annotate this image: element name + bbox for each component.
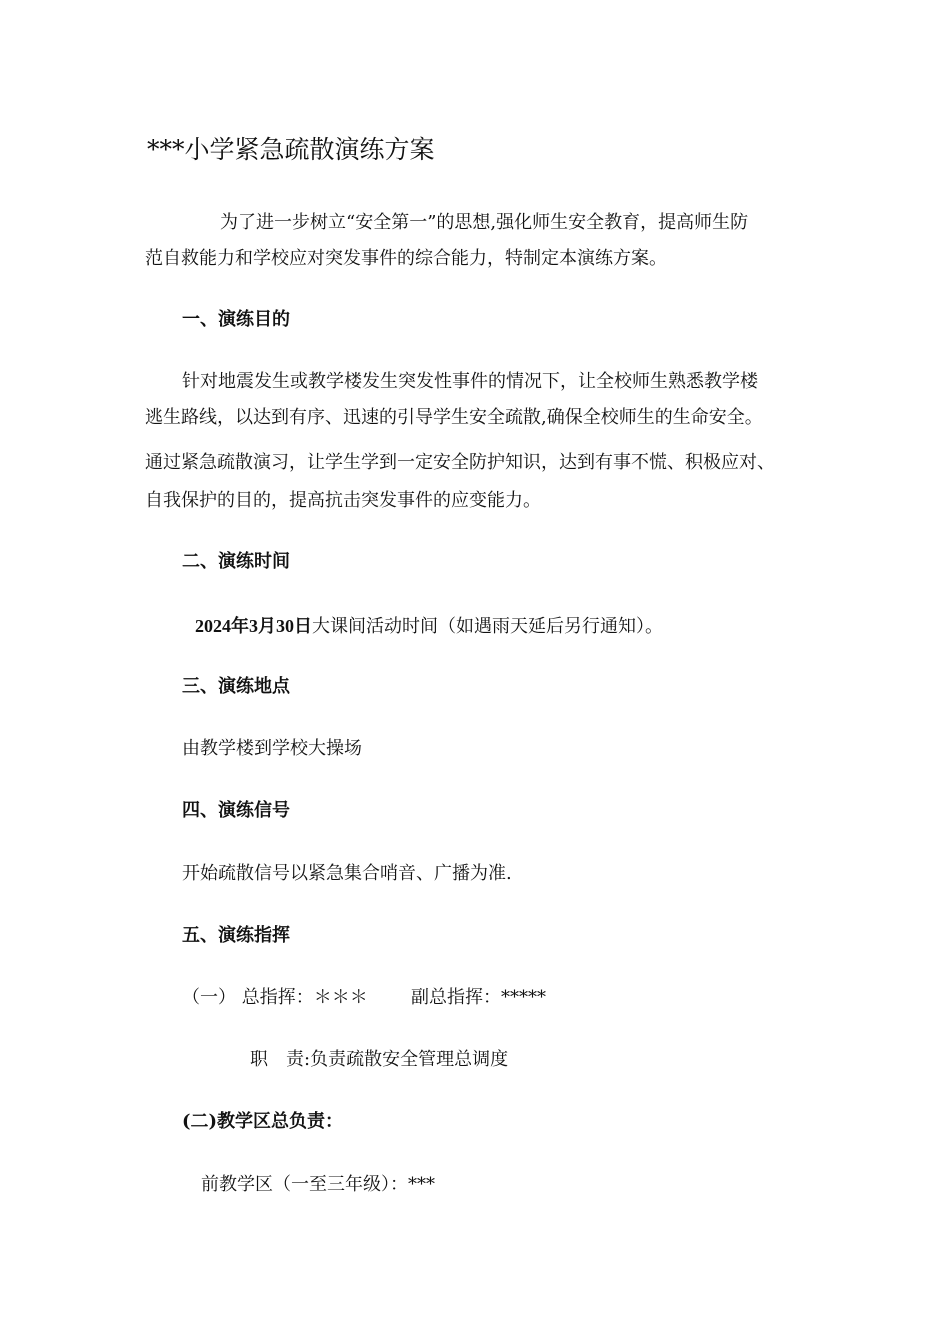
- subsection-heading-teaching-area: (二)教学区总负责：: [182, 1111, 344, 1132]
- drill-location: 由教学楼到学校大操场: [182, 738, 362, 759]
- commander-duty: 职 责:负责疏散安全管理总调度: [250, 1049, 509, 1070]
- intro-line-2: 范自救能力和学校应对突发事件的综合能力，特制定本演练方案。: [145, 248, 667, 269]
- drill-date: 2024年3月30日: [195, 616, 312, 636]
- drill-time-detail: 大课间活动时间（如遇雨天延后另行通知）。: [312, 616, 663, 637]
- chief-commander: （一） 总指挥：＊＊＊: [182, 987, 368, 1008]
- section-heading-signal: 四、演练信号: [182, 800, 290, 821]
- purpose-line-2: 逃生路线，以达到有序、迅速的引导学生安全疏散,确保全校师生的生命安全。: [145, 407, 763, 428]
- section-heading-purpose: 一、演练目的: [182, 309, 290, 330]
- purpose-line-3: 通过紧急疏散演习，让学生学到一定安全防护知识，达到有事不慌、积极应对、: [145, 452, 775, 473]
- section-heading-time: 二、演练时间: [182, 551, 290, 572]
- intro-line-1: 为了进一步树立“安全第一”的思想,强化师生安全教育，提高师生防: [220, 212, 749, 233]
- deputy-commander: 副总指挥：*****: [411, 987, 546, 1008]
- section-heading-command: 五、演练指挥: [182, 925, 290, 946]
- front-teaching-area: 前教学区（一至三年级）：***: [201, 1174, 435, 1195]
- drill-time: [195, 614, 663, 639]
- document-title: ***小学紧急疏散演练方案: [147, 135, 435, 164]
- drill-signal: 开始疏散信号以紧急集合哨音、广播为准.: [182, 863, 512, 884]
- purpose-line-4: 自我保护的目的，提高抗击突发事件的应变能力。: [145, 490, 541, 511]
- purpose-line-1: 针对地震发生或教学楼发生突发性事件的情况下，让全校师生熟悉教学楼: [182, 371, 758, 392]
- section-heading-location: 三、演练地点: [182, 676, 290, 697]
